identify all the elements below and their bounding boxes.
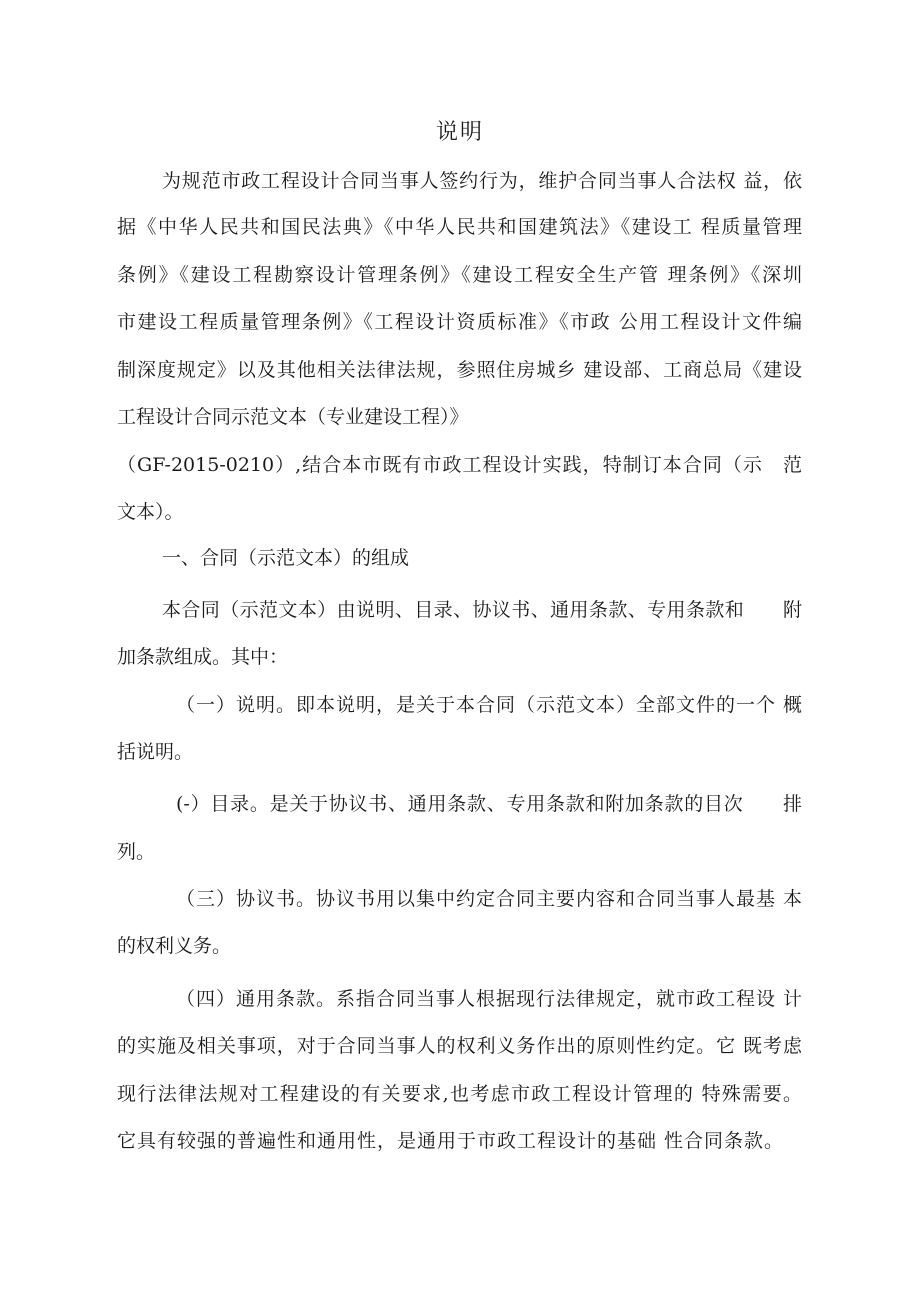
paragraph-line-12: （一）说明。即本说明，是关于本合同（示范文本）全部文件的一个 概 [176,694,802,716]
paragraph-line-3: 条例》《建设工程勘察设计管理条例》《建设工程安全生产管 理条例》《深圳 [117,264,802,286]
paragraph-line-1: 为规范市政工程设计合同当事人签约行为，维护合同当事人合法权 益，依 [162,170,802,192]
document-title: 说明 [435,120,484,145]
paragraph-line-17: 的权利义务。 [117,935,232,957]
paragraph-line-19: 的实施及相关事项，对于合同当事人的权利义务作出的原则性约定。它 既考虑 [117,1035,802,1057]
paragraph-line-18: （四）通用条款。系指合同当事人根据现行法律规定，就市政工程设 计 [176,988,802,1010]
paragraph-line-4: 市建设工程质量管理条例》《工程设计资质标准》《市政 公用工程设计文件编 [117,311,802,333]
paragraph-line-14: (-）目录。是关于协议书、通用条款、专用条款和附加条款的目次 排 [176,793,802,815]
paragraph-line-21: 它具有较强的普遍性和通用性，是通用于市政工程设计的基础 性合同条款。 [117,1130,783,1152]
section-heading: 一、合同（示范文本）的组成 [162,547,410,569]
paragraph-line-20: 现行法律法规对工程建设的有关要求,也考虑市政工程设计管理的 特殊需要。 [117,1083,802,1105]
paragraph-line-10: 本合同（示范文本）由说明、目录、协议书、通用条款、专用条款和 附 [162,599,802,621]
paragraph-line-11: 加条款组成。其中： [117,646,289,668]
paragraph-line-8: 文本）。 [117,501,184,523]
paragraph-line-6: 工程设计合同示范文本（专业建设工程）》 [117,406,469,428]
paragraph-line-2: 据《中华人民共和国民法典》《中华人民共和国建筑法》《建设工 程质量管理 [117,216,802,238]
paragraph-line-16: （三）协议书。协议书用以集中约定合同主要内容和合同当事人最基 本 [176,888,802,910]
paragraph-line-15: 列。 [117,841,156,863]
paragraph-line-7: （GF-2015-0210）,结合本市既有市政工程设计实践，特制订本合同（示 范 [117,454,802,476]
paragraph-line-13: 括说明。 [117,741,194,763]
paragraph-line-5: 制深度规定》以及其他相关法律法规，参照住房城乡 建设部、工商总局《建设 [117,359,802,381]
